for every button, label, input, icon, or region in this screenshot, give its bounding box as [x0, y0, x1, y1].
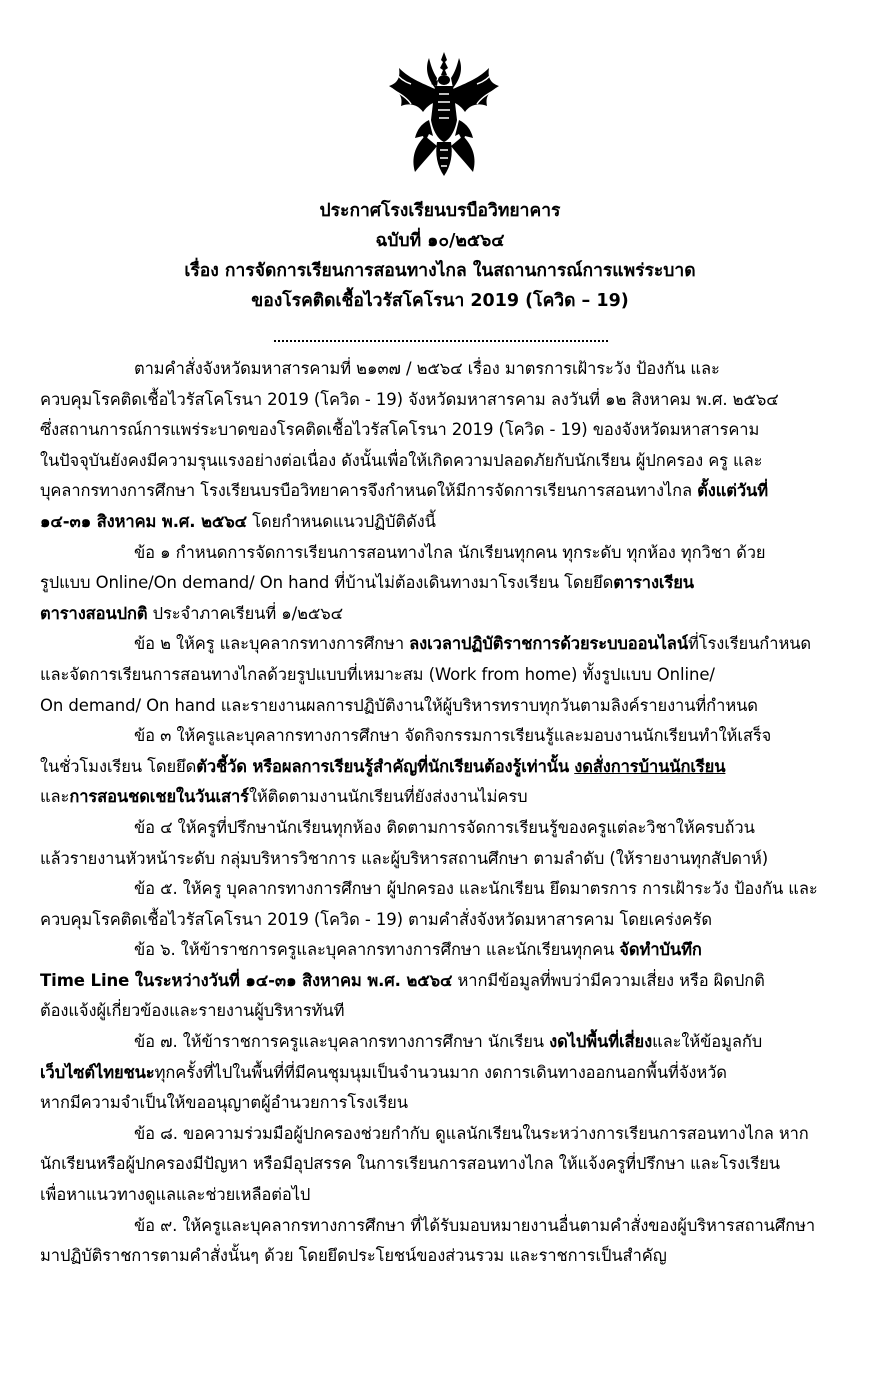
intro-line: ควบคุมโรคติดเชื้อไวรัสโคโรนา 2019 (โควิด - 19) จังหวัดมหาสารคาม ลงวันที่ ๑๒ สิงหาคม พ.ศ. ๒๕๖๔: [40, 389, 779, 409]
item-5-line: ควบคุมโรคติดเชื้อไวรัสโคโรนา 2019 (โควิด - 19) ตามคำสั่งจังหวัดมหาสารคาม โดยเคร่งครัด: [40, 909, 712, 929]
item-1-line: [40, 599, 855, 630]
item-5-line: ข้อ ๕. ให้ครู บุคลากรทางการศึกษา ผู้ปกครอง และนักเรียน ยึดมาตรการ การเฝ้าระวัง ป้องกัน และ: [134, 879, 818, 899]
item-6-line: ต้องแจ้งผู้เกี่ยวข้องและรายงานผู้บริหารทันที: [40, 1001, 345, 1021]
item-2-text: ที่โรงเรียนกำหนด: [688, 634, 812, 654]
intro-line: ในปัจจุบันยังคงมีความรุนแรงอย่างต่อเนื่อง ดังนั้นเพื่อให้เกิดความปลอดภัยกับนักเรียน ผู้ปกครอง ครู และ: [40, 450, 763, 470]
intro-text: โดยกำหนดแนวปฏิบัติดังนี้: [247, 511, 436, 531]
item-8-line: นักเรียนหรือผู้ปกครองมีปัญหา หรือมีอุปสรรค ในการเรียนการสอนทางไกล ให้แจ้งครูที่ปรึกษา และโรงเรียน: [40, 1154, 780, 1174]
intro-line: ตามคำสั่งจังหวัดมหาสารคามที่ ๒๑๓๗ / ๒๕๖๔ เรื่อง มาตรการเฝ้าระวัง ป้องกัน และ: [134, 359, 720, 378]
item-1-emphasis: ตารางสอนปกติ: [40, 603, 148, 623]
intro-line: [40, 476, 855, 507]
title-subject-cont: ของโรคติดเชื้อไวรัสโคโรนา 2019 (โควิด – 19): [251, 291, 629, 311]
item-3-line: [40, 752, 855, 783]
intro-date-emphasis: ตั้งแต่วันที่: [697, 481, 768, 501]
item-7-line: [40, 1027, 855, 1058]
item-7-emphasis: เว็บไซต์ไทยชนะ: [40, 1062, 155, 1082]
item-2-line: On demand/ On hand และรายงานผลการปฏิบัติงานให้ผู้บริหารทราบทุกวันตามลิงค์รายงานที่กำหนด: [40, 695, 758, 715]
item-3-text: ในชั่วโมงเรียน โดยยึด: [40, 756, 197, 776]
title-school: ประกาศโรงเรียนบรบือวิทยาคาร: [319, 201, 561, 221]
announcement-body: [40, 354, 855, 1272]
item-6-emphasis: จัดทำบันทึก: [619, 940, 702, 960]
item-1-text: รูปแบบ Online/On demand/ On hand ที่บ้านไม่ต้องเดินทางมาโรงเรียน โดยยึด: [40, 573, 614, 593]
dotted-separator: [274, 340, 608, 344]
item-6-text: หากมีข้อมูลที่พบว่ามีความเสี่ยง หรือ ผิดปกติ: [452, 970, 765, 990]
title-subject: เรื่อง การจัดการเรียนการสอนทางไกล ในสถานการณ์การแพร่ระบาด: [184, 261, 696, 281]
item-7-text: และให้ข้อมูลกับ: [652, 1032, 763, 1052]
item-7-text: ข้อ ๗. ให้ข้าราชการครูและบุคลากรทางการศึกษา นักเรียน: [134, 1032, 550, 1052]
item-7-line: หากมีความจำเป็นให้ขออนุญาตผู้อำนวยการโรงเรียน: [40, 1093, 408, 1113]
item-8-line: เพื่อหาแนวทางดูแลและช่วยเหลือต่อไป: [40, 1185, 311, 1205]
announcement-title: [40, 196, 840, 316]
item-6-emphasis: Time Line ในระหว่างวันที่ ๑๔-๓๑ สิงหาคม พ.ศ. ๒๕๖๔: [40, 970, 453, 990]
item-2-line: และจัดการเรียนการสอนทางไกลด้วยรูปแบบที่เหมาะสม (Work from home) ทั้งรูปแบบ Online/: [40, 664, 715, 684]
item-3-emphasis: ตัวชี้วัด หรือผลการเรียนรู้สำคัญที่นักเรียนต้องรู้เท่านั้น: [196, 756, 570, 776]
intro-text: บุคลากรทางการศึกษา โรงเรียนบรบือวิทยาคารจึงกำหนดให้มีการจัดการเรียนการสอนทางไกล: [40, 481, 698, 501]
item-3-text: ให้ติดตามงานนักเรียนที่ยังส่งงานไม่ครบ: [248, 787, 528, 807]
item-1-text: ประจำภาคเรียนที่ ๑/๒๕๖๔: [147, 603, 344, 623]
item-6-text: ข้อ ๖. ให้ข้าราชการครูและบุคลากรทางการศึกษา และนักเรียนทุกคน: [134, 940, 620, 960]
item-4-line: ข้อ ๔ ให้ครูที่ปรึกษานักเรียนทุกห้อง ติดตามการจัดการเรียนรู้ของครูแต่ละวิชาให้ครบถ้วน: [134, 817, 755, 837]
item-7-emphasis: งดไปพื้นที่เสี่ยง: [549, 1032, 653, 1052]
item-8-line: ข้อ ๘. ขอความร่วมมือผู้ปกครองช่วยกำกับ ดูแลนักเรียนในระหว่างการเรียนการสอนทางไกล หาก: [134, 1123, 809, 1143]
item-1-emphasis: ตารางเรียน: [613, 573, 694, 593]
intro-date-range: ๑๔-๓๑ สิงหาคม พ.ศ. ๒๕๖๔: [40, 511, 247, 531]
item-9-line: ข้อ ๙. ให้ครูและบุคลากรทางการศึกษา ที่ได้รับมอบหมายงานอื่นตามคำสั่งของผู้บริหารสถานศึกษา: [134, 1215, 816, 1235]
item-3-line: ข้อ ๓ ให้ครูและบุคลากรทางการศึกษา จัดกิจกรรมการเรียนรู้และมอบงานนักเรียนทำให้เสร็จ: [134, 726, 772, 746]
item-4-line: แล้วรายงานหัวหน้าระดับ กลุ่มบริหารวิชาการ และผู้บริหารสถานศึกษา ตามลำดับ (ให้รายงานทุกสัปดาห์): [40, 848, 769, 868]
item-3-emphasis: การสอนชดเชยในวันเสาร์: [69, 787, 249, 807]
item-9-line: มาปฏิบัติราชการตามคำสั่งนั้นๆ ด้วย โดยยึดประโยชน์ของส่วนรวม และราชการเป็นสำคัญ: [40, 1246, 667, 1266]
garuda-emblem-icon: [385, 50, 503, 180]
item-3-text: และ: [40, 787, 70, 807]
item-3-line: [40, 782, 855, 813]
intro-line: ซึ่งสถานการณ์การแพร่ระบาดของโรคติดเชื้อไวรัสโคโรนา 2019 (โควิด - 19) ของจังหวัดมหาสารคาม: [40, 420, 760, 440]
item-7-text: ทุกครั้งที่ไปในพื้นที่ที่มีคนชุมนุมเป็นจำนวนมาก งดการเดินทางออกนอกพื้นที่จังหวัด: [154, 1062, 727, 1082]
item-2-emphasis: ลงเวลาปฏิบัติราชการด้วยระบบออนไลน์: [409, 634, 688, 654]
item-6-line: [40, 935, 855, 966]
item-2-line: [40, 629, 855, 660]
item-3-underlined-emphasis: งดสั่งการบ้านนักเรียน: [574, 756, 726, 776]
item-1-line: ข้อ ๑ กำหนดการจัดการเรียนการสอนทางไกล นักเรียนทุกคน ทุกระดับ ทุกห้อง ทุกวิชา ด้วย: [134, 542, 766, 562]
item-1-line: [40, 568, 855, 599]
item-7-line: [40, 1058, 855, 1089]
item-2-text: ข้อ ๒ ให้ครู และบุคลากรทางการศึกษา: [134, 634, 410, 654]
intro-line: [40, 507, 855, 538]
item-6-line: [40, 966, 855, 997]
title-number: ฉบับที่ ๑๐/๒๕๖๔: [375, 231, 505, 251]
